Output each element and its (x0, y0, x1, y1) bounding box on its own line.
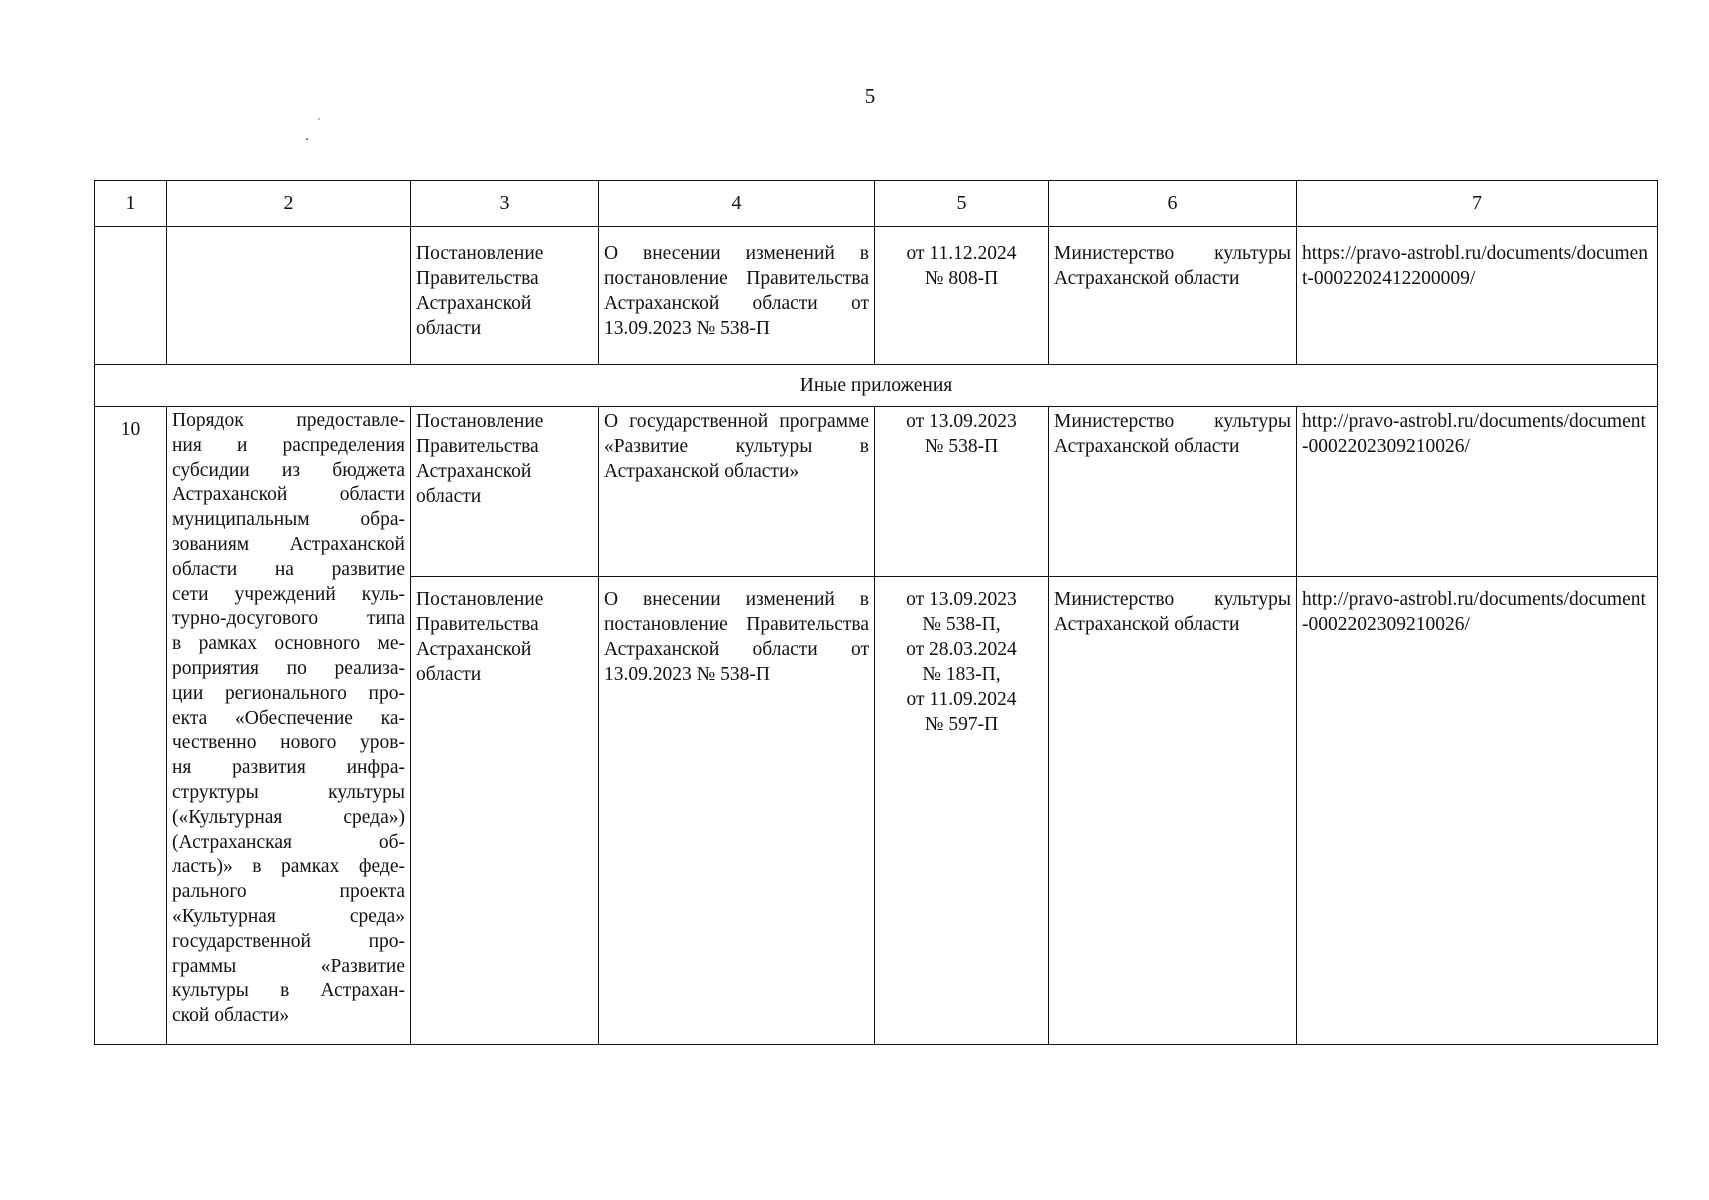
act-date-cell (875, 407, 1049, 577)
scan-speck (306, 138, 308, 140)
issuing-body-cell: Министерство культуры Астраханской области (1049, 407, 1297, 577)
column-number-5: 5 (875, 181, 1049, 227)
text-line: Астраханской области (172, 484, 405, 506)
document-name-cell (167, 407, 411, 1045)
page-number: 5 (864, 84, 876, 108)
act-title-cell: О внесении изменений в постановление Правительства Астраханской области от 13.09.2023 № 538-П (599, 577, 875, 1045)
document-name-text (172, 409, 405, 1029)
act-date-cell (875, 577, 1049, 1045)
act-title-cell: О государственной программе «Развитие культуры в Астраханской области» (599, 407, 875, 577)
text-line: турно-досугового типа (172, 608, 405, 630)
text-line: чественно нового уров- (172, 732, 405, 754)
text-line: ции регионального про- (172, 682, 405, 704)
text-line: культуры в Астрахан- (172, 980, 405, 1002)
act-type-cell: Постановление Правительства Астраханской области (411, 227, 599, 365)
scan-speck (318, 118, 320, 120)
act-number-line: № 183-П, (922, 664, 1001, 685)
act-date-line: от 13.09.2023 (906, 589, 1017, 610)
act-number-line: № 538-П (924, 436, 999, 457)
act-date-line: от 13.09.2023 (906, 411, 1017, 432)
document-name-cell (167, 227, 411, 365)
text-line: субсидии из бюджета (172, 459, 405, 481)
text-line: области на развитие (172, 558, 405, 580)
text-line: ской области» (172, 1005, 290, 1027)
column-number-3: 3 (411, 181, 599, 227)
text-line: зованиям Астраханской (172, 533, 405, 555)
text-line: екта «Обеспечение ка- (172, 707, 405, 729)
text-line: ня развития инфра- (172, 757, 405, 779)
table-row (95, 227, 1658, 365)
text-line: («Культурная среда») (172, 806, 405, 828)
column-number-1: 1 (95, 181, 167, 227)
act-date-line: от 28.03.2024 (906, 639, 1017, 660)
text-line: сети учреждений куль- (172, 583, 405, 605)
text-line: муниципальным обра- (172, 509, 405, 531)
text-line: в рамках основного ме- (172, 633, 405, 655)
act-number-line: № 597-П (924, 714, 999, 735)
column-number-2: 2 (167, 181, 411, 227)
column-number-7: 7 (1297, 181, 1658, 227)
text-line: роприятия по реализа- (172, 657, 405, 679)
text-line: (Астраханская об- (172, 831, 405, 853)
text-line: рального проекта (172, 881, 405, 903)
row-number-cell: 10 (95, 407, 167, 1045)
text-line: структуры культуры (172, 781, 405, 803)
text-line: Порядок предоставле- (172, 410, 405, 431)
column-number-4: 4 (599, 181, 875, 227)
document-link[interactable]: http://pravo-astrobl.ru/documents/document-0002202309210026/ (1297, 577, 1658, 1045)
act-type-cell: Постановление Правительства Астраханской области (411, 577, 599, 1045)
text-line: граммы «Развитие (172, 955, 405, 977)
act-date-line: от 11.09.2024 (906, 689, 1017, 710)
text-line: ласть)» в рамках феде- (172, 856, 405, 878)
issuing-body-cell: Министерство культуры Астраханской области (1049, 577, 1297, 1045)
act-number-line: № 538-П, (922, 614, 1001, 635)
act-number-line: № 808-П (924, 268, 999, 289)
text-line: ния и распределения (172, 434, 405, 456)
act-title-cell: О внесении изменений в постановление Правительства Астраханской области от 13.09.2023 № 538-П (599, 227, 875, 365)
text-line: «Культурная среда» (172, 905, 405, 927)
table-row (95, 407, 1658, 577)
regulations-table (94, 180, 1658, 1045)
column-numbers-row (95, 181, 1658, 227)
document-link[interactable]: https://pravo-astrobl.ru/documents/document-0002202412200009/ (1297, 227, 1658, 365)
row-number-cell (95, 227, 167, 365)
act-type-cell: Постановление Правительства Астраханской области (411, 407, 599, 577)
act-date-line: от 11.12.2024 (906, 243, 1017, 264)
act-date-cell (875, 227, 1049, 365)
issuing-body-cell: Министерство культуры Астраханской области (1049, 227, 1297, 365)
column-number-6: 6 (1049, 181, 1297, 227)
section-title: Иные приложения (95, 365, 1658, 407)
text-line: государственной про- (172, 930, 405, 952)
document-link[interactable]: http://pravo-astrobl.ru/documents/document-0002202309210026/ (1297, 407, 1658, 577)
section-row (95, 365, 1658, 407)
